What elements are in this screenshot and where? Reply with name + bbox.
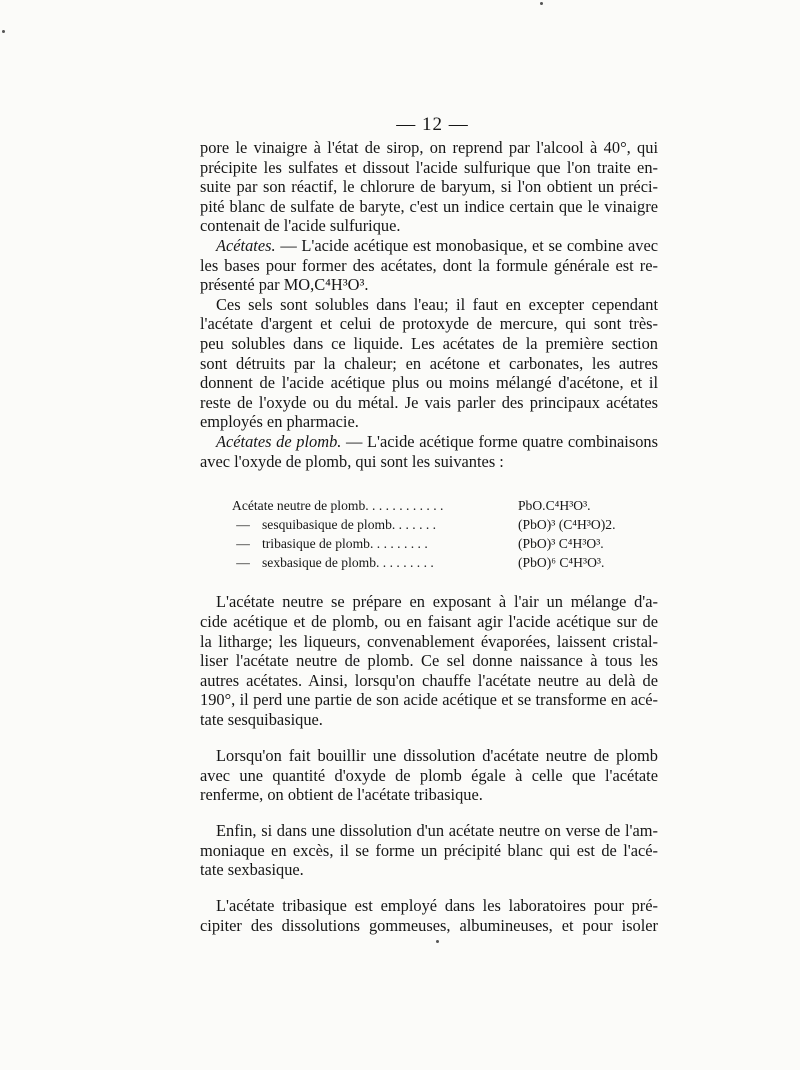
text-line: Lorsqu'on fait bouillir une dissolution d'acétate neutre de plomb	[216, 745, 658, 765]
text-line: pore le vinaigre à l'état de sirop, on reprend par l'alcool à 40°, qui	[200, 138, 658, 157]
text-line: tate sexbasique.	[200, 860, 304, 880]
text-line: 190°, il perd une partie de son acide acétique et se transforme en acé-	[200, 690, 658, 710]
table-row	[232, 515, 615, 534]
text-line: sont détruits par la chaleur; en acétone et carbonates, les autres	[200, 353, 658, 373]
table-row	[232, 496, 615, 515]
table-cell-dash: —	[236, 516, 250, 532]
text-line: cipiter des dissolutions gommeuses, albumineuses, et pour isoler	[200, 915, 658, 935]
text-line: tate sesquibasique.	[200, 709, 323, 729]
text-run: — L'acide acétique est monobasique, et se combine avec	[275, 235, 658, 255]
text-line: employés en pharmacie.	[200, 412, 359, 432]
page-number: — 12 —	[396, 114, 469, 135]
section-heading-plomb: Acétates de plomb.	[216, 431, 342, 451]
text-line: suite par son réactif, le chlorure de baryum, si l'on obtient un préci-	[200, 177, 658, 197]
text-line: avec une quantité d'oxyde de plomb égale à celle que l'acétate	[200, 765, 658, 785]
paragraph-tribasique	[200, 896, 658, 935]
text-line: contenait de l'acide sulfurique.	[200, 216, 401, 236]
text-line: avec l'oxyde de plomb, qui sont les suivantes :	[200, 451, 504, 471]
text-line: liser l'acétate neutre de plomb. Ce sel donne naissance à tous les	[200, 651, 658, 671]
text-run: — L'acide acétique forme quatre combinaisons	[341, 431, 658, 451]
table-cell-formula: (PbO)³ (C⁴H³O)2.	[518, 516, 616, 532]
text-line: L'acétate neutre se prépare en exposant à l'air un mélange d'a-	[216, 592, 658, 612]
paragraph-acetates	[200, 236, 658, 295]
table-row	[232, 534, 615, 553]
paragraph-solubles	[200, 295, 658, 432]
table-cell-dash: —	[236, 535, 250, 551]
table-cell-formula: PbO.C⁴H³O³.	[518, 497, 591, 513]
paragraph-acetate-neutre	[200, 592, 658, 729]
text-line: cide acétique et de plomb, ou en faisant agir l'acide acétique sur de	[200, 611, 658, 631]
text-line	[200, 236, 658, 256]
paragraph-enfin	[200, 821, 658, 880]
text-line: pité blanc de sulfate de baryte, c'est un indice certain que le vinaigre	[200, 196, 658, 216]
paragraph-acetates-plomb	[200, 432, 658, 471]
table-cell-name: sesquibasique de plomb. . . . . . .	[262, 516, 437, 532]
table-cell-name: sexbasique de plomb. . . . . . . . .	[262, 554, 434, 570]
text-upper	[200, 138, 658, 471]
paragraph-bouillir	[200, 746, 658, 805]
text-line: donnent de l'acide acétique plus ou moins mélangé d'acétone, et il	[200, 373, 658, 393]
text-line: Ces sels sont solubles dans l'eau; il faut en excepter cependant	[216, 294, 658, 314]
text-line: l'acétate d'argent et celui de protoxyde de mercure, qui sont très-	[200, 314, 658, 334]
speck	[436, 940, 439, 943]
table-cell-name: Acétate neutre de plomb. . . . . . . . . . . .	[232, 497, 444, 513]
table-cell-formula: (PbO)³ C⁴H³O³.	[518, 535, 604, 551]
text-line	[200, 432, 658, 452]
text-lower	[200, 576, 658, 952]
table-cell-name: tribasique de plomb. . . . . . . . .	[262, 535, 428, 551]
text-line: les bases pour former des acétates, dont la formule générale est re-	[200, 255, 658, 275]
text-line: reste de l'oxyde ou du métal. Je vais parler des principaux acétates	[200, 392, 658, 412]
text-line: Enfin, si dans une dissolution d'un acétate neutre on verse de l'am-	[216, 821, 658, 841]
section-heading-acetates: Acétates.	[216, 235, 276, 255]
table-cell-formula: (PbO)⁶ C⁴H³O³.	[518, 554, 605, 570]
text-line: précipite les sulfates et dissout l'acide sulfurique que l'on traite en-	[200, 157, 658, 177]
table-cell-dash: —	[236, 554, 250, 570]
speck	[2, 30, 5, 33]
text-line: présenté par MO,C⁴H³O³.	[200, 275, 369, 295]
text-line: L'acétate tribasique est employé dans les laboratoires pour pré-	[216, 896, 658, 916]
speck	[540, 2, 543, 5]
acetates-table	[232, 496, 615, 572]
table-row	[232, 553, 615, 572]
paragraph-vinaigre	[200, 138, 658, 236]
text-line: moniaque en excès, il se forme un précipité blanc qui est de l'acé-	[200, 840, 658, 860]
text-line: la litharge; les liqueurs, convenablement évaporées, laissent cristal-	[200, 631, 658, 651]
text-line: peu solubles dans ce liquide. Les acétates de la première section	[200, 333, 658, 353]
text-line: autres acétates. Ainsi, lorsqu'on chauffe l'acétate neutre au delà de	[200, 670, 658, 690]
text-line: renferme, on obtient de l'acétate tribasique.	[200, 785, 483, 805]
